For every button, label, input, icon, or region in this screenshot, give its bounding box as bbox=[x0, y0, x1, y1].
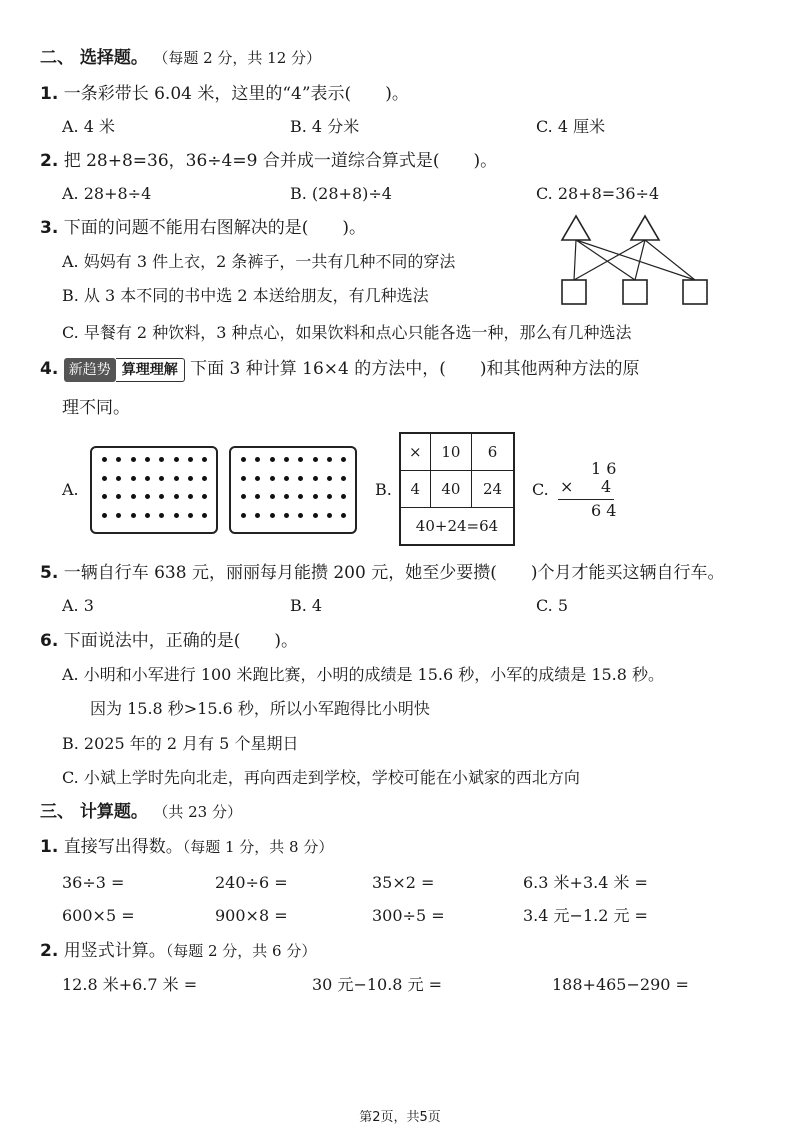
calc-item: 35×2 = bbox=[372, 873, 435, 892]
calc-item: 240÷6 = bbox=[215, 873, 288, 892]
question-number: 5. bbox=[40, 563, 59, 583]
dot bbox=[241, 457, 246, 462]
dot-array-left bbox=[90, 446, 218, 534]
dot bbox=[241, 476, 246, 481]
dot bbox=[255, 476, 260, 481]
question-note: （每题 1 分，共 8 分） bbox=[182, 838, 334, 856]
q2-option-a[interactable]: A. 28+8÷4 bbox=[62, 184, 152, 203]
q1-option-b[interactable]: B. 4 分米 bbox=[290, 117, 360, 136]
dot bbox=[284, 494, 289, 499]
calc-item: 600×5 = bbox=[62, 906, 135, 925]
dot bbox=[159, 476, 164, 481]
vertical-operator: × bbox=[560, 477, 574, 496]
dot bbox=[202, 494, 207, 499]
dot bbox=[116, 494, 121, 499]
q1-option-c[interactable]: C. 4 厘米 bbox=[536, 117, 606, 136]
dot bbox=[174, 457, 179, 462]
combination-diagram bbox=[548, 212, 718, 308]
question-text: 直接写出得数。 bbox=[63, 837, 183, 857]
dot bbox=[270, 457, 275, 462]
q3-option-c[interactable]: C. 早餐有 2 种饮料，3 种点心，如果饮料和点心只能各选一种，那么有几种选法 bbox=[62, 323, 632, 342]
dot bbox=[102, 457, 107, 462]
dot bbox=[284, 476, 289, 481]
calc-question-2 bbox=[40, 940, 316, 962]
q2-option-b[interactable]: B. (28+8)÷4 bbox=[290, 184, 392, 203]
question-text: 下面说法中，正确的是( )。 bbox=[63, 631, 298, 651]
dot bbox=[327, 494, 332, 499]
table-sum-cell: 40+24=64 bbox=[400, 508, 514, 546]
q6-option-a[interactable]: A. 小明和小军进行 100 米跑比赛，小明的成绩是 15.6 秒，小军的成绩是 15.8 秒。 bbox=[62, 665, 665, 684]
question-text: 下面的问题不能用右图解决的是( )。 bbox=[63, 218, 366, 238]
dot bbox=[188, 494, 193, 499]
table-cell: 40 bbox=[430, 471, 471, 508]
q4-option-b-label[interactable]: B. bbox=[375, 480, 392, 499]
q2-option-c[interactable]: C. 28+8=36÷4 bbox=[536, 184, 660, 203]
dot bbox=[270, 476, 275, 481]
question-1 bbox=[40, 83, 409, 105]
dot bbox=[145, 457, 150, 462]
q5-option-c[interactable]: C. 5 bbox=[536, 596, 569, 615]
q5-option-a[interactable]: A. 3 bbox=[62, 596, 94, 615]
dot bbox=[313, 476, 318, 481]
calc-question-1 bbox=[40, 836, 333, 858]
question-number: 3. bbox=[40, 218, 59, 238]
q1-option-a[interactable]: A. 4 米 bbox=[62, 117, 115, 136]
dot bbox=[341, 476, 346, 481]
question-3 bbox=[40, 217, 366, 239]
dot bbox=[255, 513, 260, 518]
dot bbox=[327, 476, 332, 481]
question-text: 用竖式计算。 bbox=[63, 941, 166, 961]
question-number: 2. bbox=[40, 151, 59, 171]
table-cell: × bbox=[400, 433, 430, 471]
square-shape bbox=[683, 280, 707, 304]
dot bbox=[159, 513, 164, 518]
vertical-calc-item: 188+465−290 = bbox=[552, 975, 689, 994]
section-3-note: （共 23 分） bbox=[153, 803, 242, 821]
question-text: 一辆自行车 638 元，丽丽每月能攒 200 元，她至少要攒( )个月才能买这辆自行车。 bbox=[63, 563, 725, 583]
calc-item: 300÷5 = bbox=[372, 906, 445, 925]
table-cell: 6 bbox=[472, 433, 514, 471]
dot bbox=[102, 513, 107, 518]
dot bbox=[174, 476, 179, 481]
dot bbox=[298, 494, 303, 499]
dot bbox=[284, 513, 289, 518]
section-2-title: 二、 选择题。 bbox=[40, 48, 148, 68]
dot bbox=[298, 457, 303, 462]
page-footer: 第2页，共5页 bbox=[359, 1110, 441, 1125]
dot bbox=[116, 457, 121, 462]
dot bbox=[241, 494, 246, 499]
vertical-result: 6 4 bbox=[591, 501, 617, 520]
triangle-shape bbox=[631, 216, 659, 240]
calc-item: 3.4 元−1.2 元 = bbox=[523, 906, 648, 925]
dot bbox=[102, 494, 107, 499]
question-4-continued: 理不同。 bbox=[62, 398, 130, 418]
dot bbox=[102, 476, 107, 481]
dot bbox=[341, 513, 346, 518]
section-2-note: （每题 2 分，共 12 分） bbox=[153, 49, 322, 67]
triangle-shape bbox=[562, 216, 590, 240]
dot bbox=[145, 513, 150, 518]
dot bbox=[298, 513, 303, 518]
table-cell: 24 bbox=[472, 471, 514, 508]
dot bbox=[145, 494, 150, 499]
question-note: （每题 2 分，共 6 分） bbox=[165, 942, 317, 960]
dot bbox=[270, 513, 275, 518]
q5-option-b[interactable]: B. 4 bbox=[290, 596, 323, 615]
question-number: 1. bbox=[40, 84, 59, 104]
q6-option-b[interactable]: B. 2025 年的 2 月有 5 个星期日 bbox=[62, 734, 299, 753]
section-2-header bbox=[40, 47, 321, 69]
vertical-multiplier: 4 bbox=[601, 477, 612, 496]
dot bbox=[298, 476, 303, 481]
dot bbox=[131, 476, 136, 481]
dot bbox=[145, 476, 150, 481]
question-number: 6. bbox=[40, 631, 59, 651]
dot-array-right bbox=[229, 446, 357, 534]
q4-option-a-label[interactable]: A. bbox=[62, 480, 79, 499]
question-6 bbox=[40, 630, 298, 652]
square-shape bbox=[562, 280, 586, 304]
vertical-top-number: 1 6 bbox=[591, 459, 617, 478]
dot bbox=[241, 513, 246, 518]
question-text: 把 28+8=36，36÷4=9 合并成一道综合算式是( )。 bbox=[63, 151, 498, 171]
dot bbox=[131, 494, 136, 499]
question-5 bbox=[40, 562, 724, 584]
dot bbox=[174, 513, 179, 518]
table-cell: 10 bbox=[430, 433, 471, 471]
dot bbox=[313, 494, 318, 499]
dot bbox=[202, 457, 207, 462]
dot bbox=[255, 457, 260, 462]
dot bbox=[270, 494, 275, 499]
dot bbox=[341, 457, 346, 462]
connecting-lines bbox=[574, 240, 695, 280]
section-3-title: 三、 计算题。 bbox=[40, 802, 148, 822]
question-4 bbox=[40, 358, 640, 382]
q6-option-a-continued: 因为 15.8 秒>15.6 秒，所以小军跑得比小明快 bbox=[90, 699, 430, 718]
question-number: 2. bbox=[40, 941, 59, 961]
trend-tag: 新趋势 bbox=[64, 358, 116, 382]
dot bbox=[159, 457, 164, 462]
section-3-header bbox=[40, 801, 242, 823]
calc-item: 36÷3 = bbox=[62, 873, 125, 892]
dot bbox=[255, 494, 260, 499]
multiplication-table bbox=[399, 432, 515, 546]
dot bbox=[313, 513, 318, 518]
dot bbox=[188, 476, 193, 481]
dot bbox=[284, 457, 289, 462]
question-2 bbox=[40, 150, 497, 172]
dot bbox=[174, 494, 179, 499]
dot bbox=[159, 494, 164, 499]
dot bbox=[188, 513, 193, 518]
dot bbox=[202, 513, 207, 518]
q3-option-a[interactable]: A. 妈妈有 3 件上衣，2 条裤子，一共有几种不同的穿法 bbox=[62, 252, 456, 271]
question-text: 下面 3 种计算 16×4 的方法中，( )和其他两种方法的原 bbox=[190, 359, 640, 379]
dot bbox=[327, 513, 332, 518]
q4-option-c-label[interactable]: C. bbox=[532, 480, 549, 499]
dot bbox=[131, 513, 136, 518]
dot bbox=[341, 494, 346, 499]
dot bbox=[188, 457, 193, 462]
dot bbox=[327, 457, 332, 462]
calc-item: 900×8 = bbox=[215, 906, 288, 925]
dot bbox=[131, 457, 136, 462]
q3-option-b[interactable]: B. 从 3 本不同的书中选 2 本送给朋友，有几种选法 bbox=[62, 286, 429, 305]
dot bbox=[116, 513, 121, 518]
dot bbox=[202, 476, 207, 481]
question-number: 4. bbox=[40, 359, 59, 379]
square-shape bbox=[623, 280, 647, 304]
vertical-calc-item: 30 元−10.8 元 = bbox=[312, 975, 443, 994]
table-cell: 4 bbox=[400, 471, 430, 508]
dot bbox=[313, 457, 318, 462]
calc-item: 6.3 米+3.4 米 = bbox=[523, 873, 648, 892]
vertical-calc-item: 12.8 米+6.7 米 = bbox=[62, 975, 198, 994]
q6-option-c[interactable]: C. 小斌上学时先向北走，再向西走到学校，学校可能在小斌家的西北方向 bbox=[62, 768, 580, 787]
dot bbox=[116, 476, 121, 481]
topic-tag: 算理理解 bbox=[116, 358, 185, 382]
question-number: 1. bbox=[40, 837, 59, 857]
question-text: 一条彩带长 6.04 米，这里的“4”表示( )。 bbox=[63, 84, 409, 104]
